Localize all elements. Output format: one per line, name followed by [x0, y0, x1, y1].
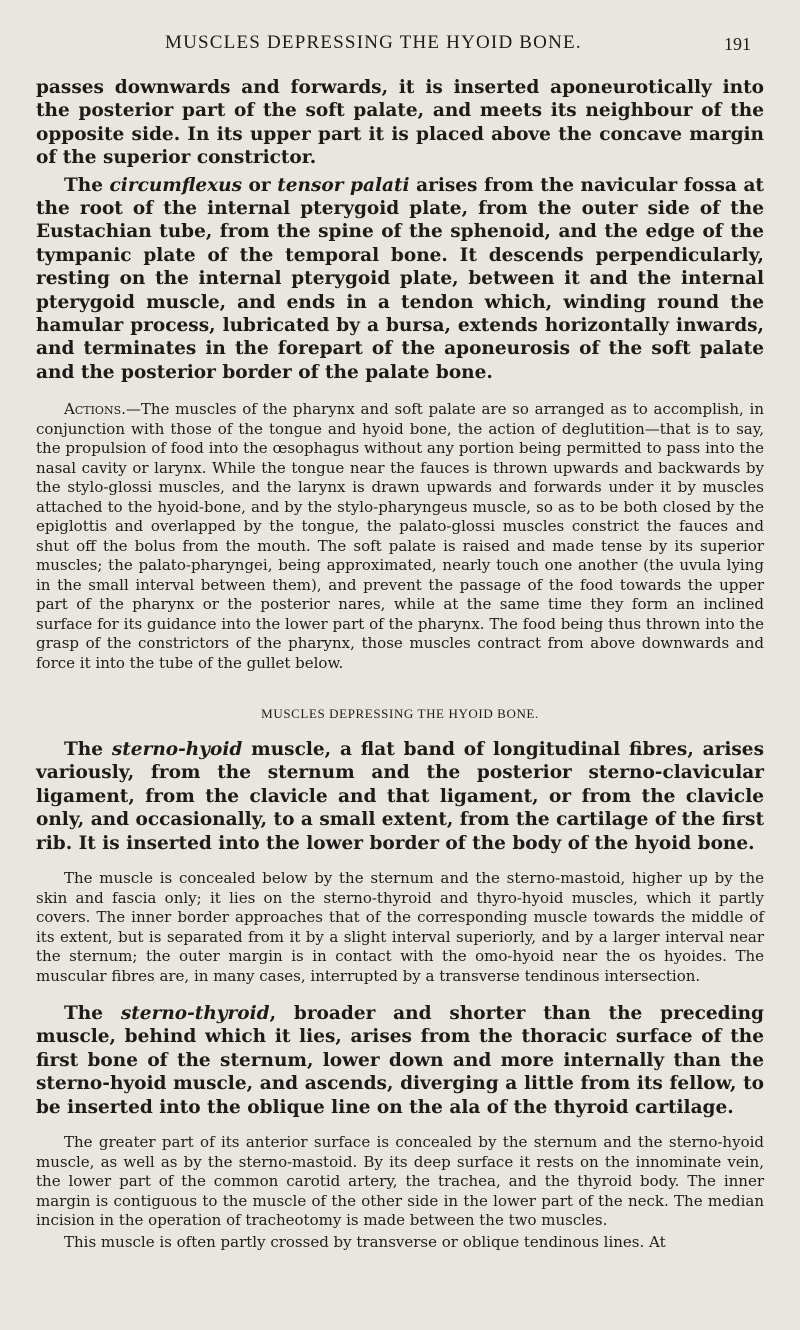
paragraph-actions — [36, 400, 764, 673]
paragraph-sterno-thyroid-note: The greater part of its anterior surface is concealed by the sternum and the sterno-hyoid muscle, as well as by the sterno-mastoid. By its deep surface it rests on the innominate vein, the lower part of the common carotid artery, the trachea, and the thyroid body. The inner margin is contiguous to the muscle of the other side in the lower part of the neck. The median incision in the operation of tracheotomy is made between the two muscles. — [36, 1133, 764, 1230]
paragraph-sterno-hyoid — [36, 738, 764, 855]
running-title: MUSCLES DEPRESSING THE HYOID BONE. — [165, 32, 582, 53]
paragraph-sterno-thyroid — [36, 1002, 764, 1119]
paragraph-continued: passes downwards and forwards, it is inserted aponeurotically into the posterior part of the soft palate, and meets its neighbour of the opposite side. In its upper part it is placed above the concave margin of the superior constrictor. — [36, 77, 764, 169]
p2-rest: arises from the navicular fossa at the root of the internal pterygoid plate, from the outer side of the Eustachian tube, from the spine of the sphenoid, and the edge of the tympanic plate of the temporal bone. It descends perpendicularly, resting on the internal pterygoid plate, between it and the internal pterygoid muscle, and ends in a tendon which, winding round the hamular process, lubricated by a bursa, extends horizontally inwards, and terminates in the forepart of the aponeurosis of the soft palate and the posterior border of the palate bone. — [36, 174, 764, 383]
st-lead: The — [64, 1003, 121, 1025]
paragraph-tensor-palati — [36, 174, 764, 385]
actions-label: Actions. — [64, 400, 126, 419]
st-rest: , broader and shorter than the preceding muscle, behind which it lies, arises from the thoracic surface of the first bone of the sternum, lower down and more internally than the sterno-hyoid muscle, and ascends, diverging a little from its fellow, to be inserted into the oblique line on the ala of the thyroid cartilage. — [36, 1003, 764, 1118]
term-sterno-hyoid: sterno-hyoid — [111, 739, 243, 760]
sh-lead: The — [64, 739, 112, 760]
term-tensor-palati: tensor palati — [277, 174, 410, 196]
running-header — [0, 32, 800, 56]
term-sterno-thyroid: sterno-thyroid — [120, 1003, 270, 1025]
sh-rest: muscle, a flat band of longitudinal fibres, arises variously, from the sternum and the posterior sterno-clavicular ligament, from the clavicle and that ligament, or from the clavicle only, and occasionally, to a small extent, from the cartilage of the first rib. It is inserted into the lower border of the body of the hyoid bone. — [36, 739, 764, 854]
page-number: 191 — [724, 34, 751, 54]
p2-mid: or — [242, 174, 278, 196]
section-heading: MUSCLES DEPRESSING THE HYOID BONE. — [261, 706, 539, 721]
text-block-lower — [36, 738, 764, 1252]
term-circumflexus: circumflexus — [109, 174, 242, 196]
text-block-upper — [36, 76, 764, 673]
paragraph-sterno-hyoid-note: The muscle is concealed below by the sternum and the sterno-mastoid, higher up by the skin and fascia only; it lies on the sterno-thyroid and thyro-hyoid muscles, which it partly covers. The inner border approaches that of the corresponding muscle towards the middle of its extent, but is separated from it by a slight interval superiorly, and by a larger interval near the sternum; the outer margin is in contact with the omo-hyoid near the os hyoides. The muscular fibres are, in many cases, interrupted by a transverse tendinous intersection. — [36, 869, 764, 985]
p2-lead: The — [64, 174, 110, 196]
actions-text: —The muscles of the pharynx and soft palate are so arranged as to accomplish, in conjunction with those of the tongue and hyoid bone, the action of deglutition—that is to say, the propulsion of food into the œsophagus without any portion being permitted to pass into the nasal cavity or larynx. While the tongue near the fauces is thrown upwards and backwards by the stylo-glossi muscles, and the larynx is drawn upwards and forwards under it by muscles attached to the hyoid-bone, and by the stylo-pharyngeus muscle, so as to be both closed by the epiglottis and overlapped by the tongue, the palato-glossi muscles constrict the fauces and shut off the bolus from the mouth. The soft palate is raised and made tense by its superior muscles; the palato-pharyngei, being approximated, nearly touch one another (the uvula lying in the small interval between them), and prevent the passage of the food towards the upper part of the pharynx or the posterior nares, while at the same time they form an inclined surface for its guidance into the lower part of the pharynx. The food being thus thrown into the grasp of the constrictors of the pharynx, those muscles contract from above downwards and force it into the tube of the gullet below. — [36, 400, 764, 672]
paragraph-last-line: This muscle is often partly crossed by transverse or oblique tendinous lines. At — [64, 1232, 666, 1251]
